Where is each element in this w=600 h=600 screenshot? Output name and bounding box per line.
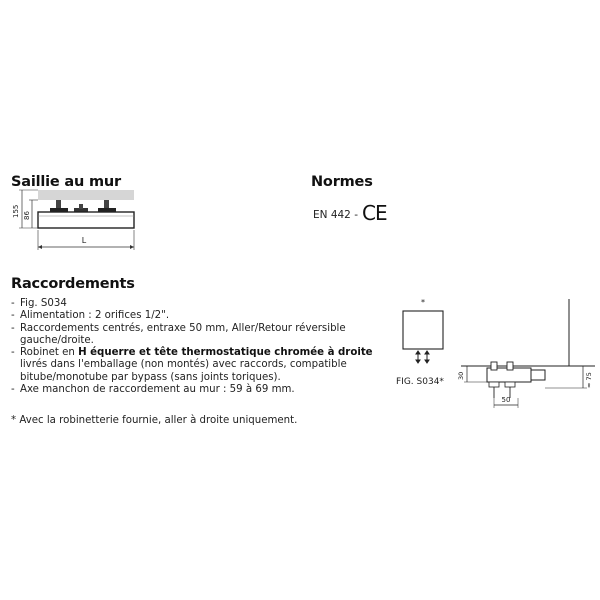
- dim-total-label: 155: [12, 204, 20, 218]
- figure-label: FIG. S034*: [396, 377, 444, 387]
- list-item: - Axe manchon de raccordement au mur : 59 à 69 mm.: [11, 384, 295, 396]
- list-item: - Raccordements centrés, entraxe 50 mm, Aller/Retour réversible: [11, 322, 346, 334]
- mounting-bracket-left: [50, 200, 68, 212]
- saillie-title: Saillie au mur: [11, 174, 121, 190]
- radiator-body: [38, 212, 134, 228]
- mounting-bracket-right: [98, 200, 116, 212]
- list-item: bitube/monotube par bypass (sans joints toriques).: [20, 371, 281, 383]
- radiator-front-outline: [403, 311, 443, 349]
- footnote: * Avec la robinetterie fournie, aller à droite uniquement.: [11, 415, 298, 426]
- mounting-bracket-middle: [74, 204, 88, 212]
- list-item: - Fig. S034: [11, 298, 67, 309]
- dim-75-label: ≈ 75: [585, 372, 593, 388]
- list-item: gauche/droite.: [20, 334, 94, 346]
- wall-band: [38, 190, 134, 200]
- dim-50-label: 50: [501, 396, 511, 404]
- flow-arrows-icon: [416, 351, 429, 363]
- wall-projection-diagram: [6, 188, 136, 258]
- list-item: livrés dans l'emballage (non montés) avec raccords, compatible: [20, 359, 347, 371]
- raccordements-title: Raccordements: [11, 276, 135, 292]
- standard-label: EN 442 -: [313, 209, 358, 221]
- fig-s034-diagram: [395, 296, 595, 416]
- list-item: - Robinet en H équerre et tête thermostatique chromée à droite: [11, 347, 373, 359]
- list-item: - Alimentation : 2 orifices 1/2".: [11, 310, 170, 322]
- raccordements-list: [11, 298, 373, 396]
- h-valve-icon: [487, 362, 545, 398]
- dim-inner-label: 86: [23, 211, 31, 220]
- dim-30-label: 30: [457, 371, 465, 380]
- figure-star: *: [421, 298, 425, 307]
- ce-mark: CE: [362, 201, 387, 225]
- normes-title: Normes: [311, 174, 373, 190]
- dim-length-label: L: [81, 236, 87, 245]
